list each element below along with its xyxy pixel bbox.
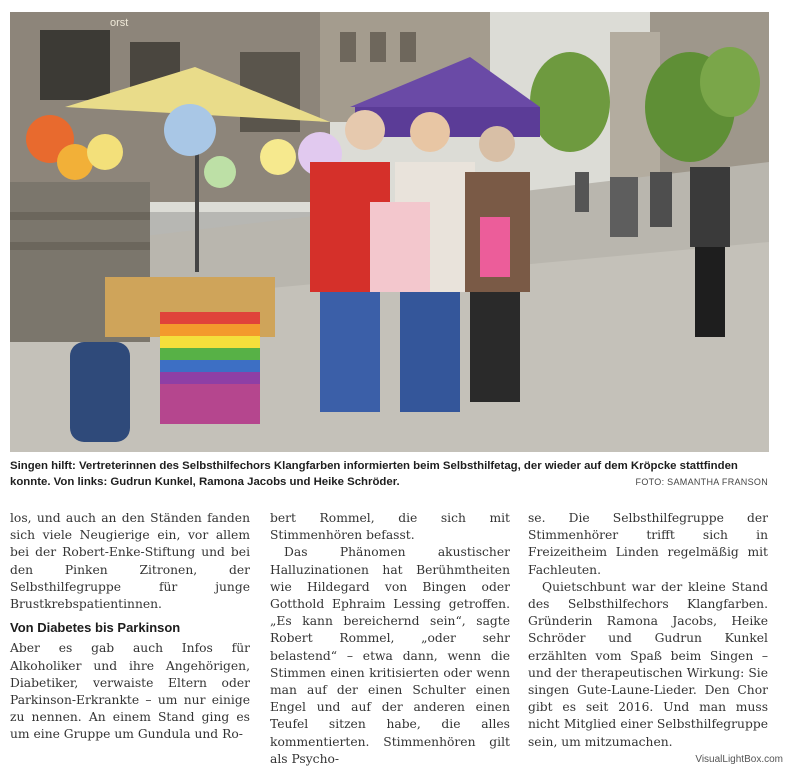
caption-text: Singen hilft: Vertreterinnen des Selbsthilfechors Klangfarben informierten beim Selbsthilfetag, der wieder auf dem Kröpcke stattfinden konnte. Von links: Gudrun Kunkel, Ramona Jacobs und Heike Schröder.: [10, 460, 738, 488]
paragraph: Das Phänomen akustischer Halluzinationen hat Berühmtheiten wie Hildegard von Bingen oder Gotthold Ephraim Lessing getroffen. „Es kann bereichernd sein“, sagte Robert Rommel, „oder sehr belastend“ – etwa dann, wenn die Stimmen einen kritisierten oder wenn man auf der einen Schulter einen Engel und auf der anderen einen Teufel sitzen habe, die alles kommentierten. Stimmenhören gilt als Psycho-: [270, 545, 510, 766]
watermark: VisualLightBox.com: [695, 754, 783, 765]
photo-caption: [10, 458, 770, 490]
article-column-1: [10, 510, 250, 744]
paragraph: bert Rommel, die sich mit Stimmenhören befasst.: [270, 511, 510, 543]
street-scene-photo: [10, 12, 769, 452]
paragraph: los, und auch an den Ständen fanden sich viele Neugierige ein, vor allem bei der Robert-Enke-Stiftung und bei den Pinken Zitronen, der Selbsthilfegruppe für junge Brustkrebspatientinnen.: [10, 511, 250, 612]
paragraph: Quietschbunt war der kleine Stand des Selbsthilfechors Klangfarben. Gründerin Ramona Jacobs, Heike Schröder und Gudrun Kunkel erzählten vom Spaß beim Singen – und der therapeutischen Wirkung: Sie singen Gute-Laune-Lieder. Den Chor gibt es seit 2016. Und man muss nicht Mitglied einer Selbsthilfegruppe sein, um mitzumachen.: [528, 579, 768, 749]
paragraph: se. Die Selbsthilfegruppe der Stimmenhörer trifft sich in Freizeitheim Linden regelmäßig mit Fachleuten.: [528, 511, 768, 577]
subheading: Von Diabetes bis Parkinson: [10, 620, 181, 636]
shop-sign: orst: [110, 17, 129, 29]
article-photo: [10, 12, 769, 452]
article-column-2: [270, 510, 510, 768]
photo-credit: FOTO: SAMANTHA FRANSON: [635, 477, 768, 487]
article-column-3: [528, 510, 768, 751]
paragraph: Aber es gab auch Infos für Alkoholiker und ihre Angehörigen, Diabetiker, verwaiste Eltern oder Parkinson-Erkrankte – um nur einige zu nennen. An einem Stand ging es um eine Gruppe um Gundula und Ro-: [10, 641, 250, 742]
